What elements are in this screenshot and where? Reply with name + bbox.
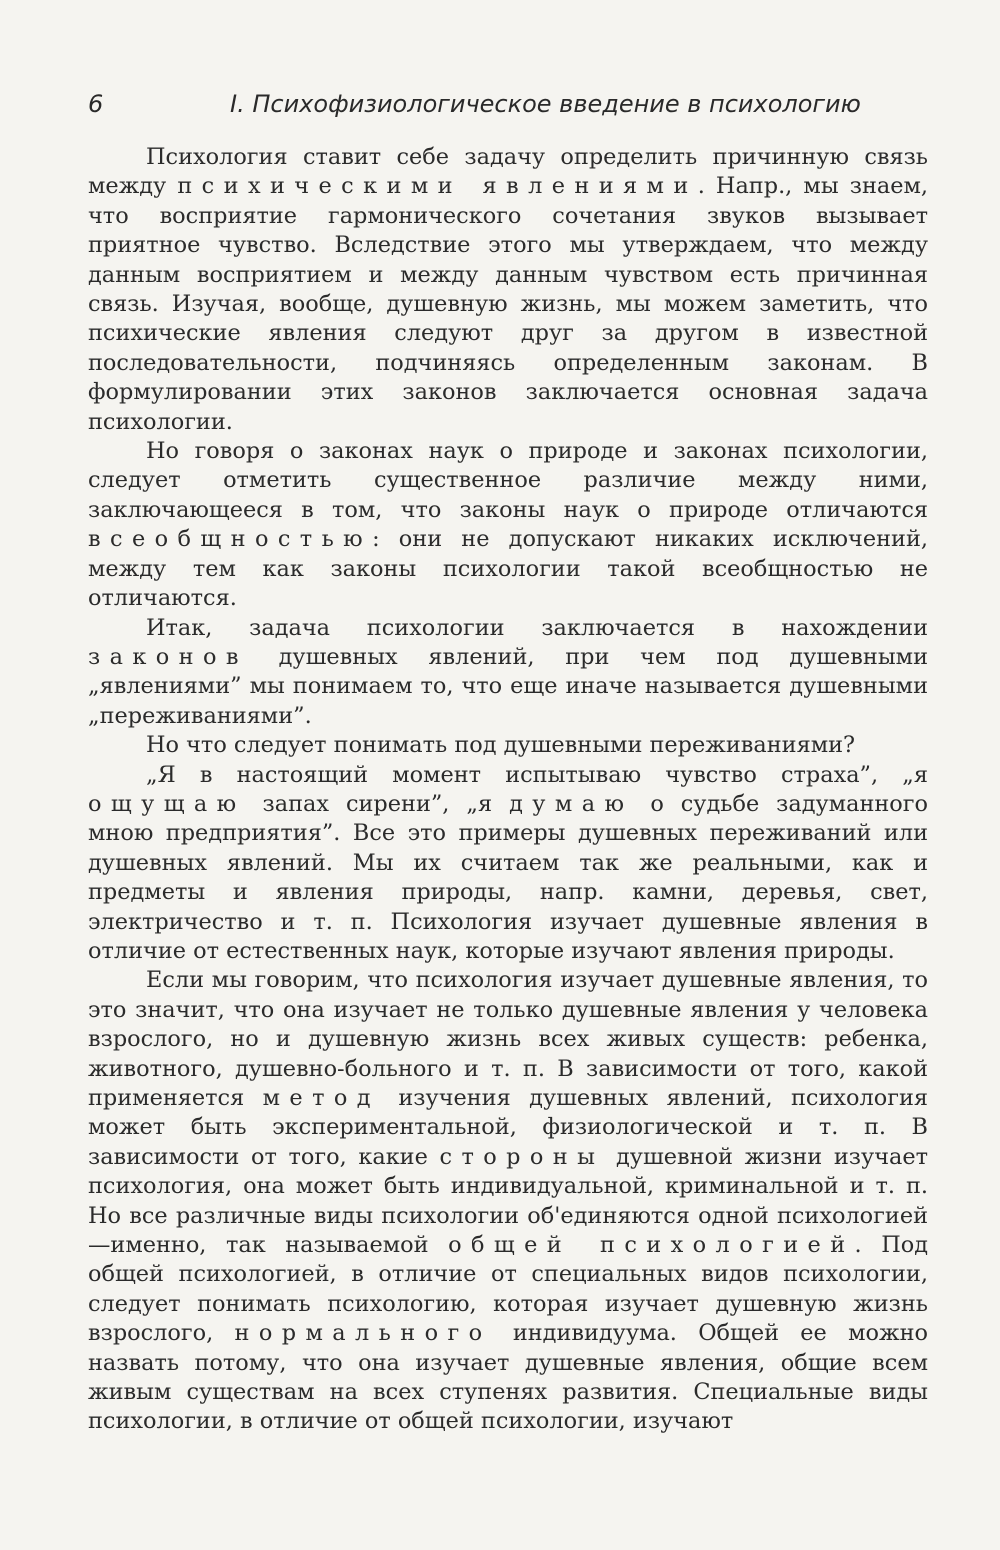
paragraph-4: Но что следует понимать под душевными переживаниями? [146, 732, 856, 759]
emphasis-spaced: всеобщностью [88, 526, 373, 553]
body-text [88, 143, 928, 1437]
emphasis-spaced: нормального [234, 1320, 492, 1347]
paragraph-2: Но говоря о законах наук о природе и законах психологии, следует отметить существенное различие между ними, заключающееся в том, что законы наук о природе отличаются всеобщностью: они не допускают никаких исключений, между тем как законы психологии такой всеобщностью не отличаются. [88, 438, 928, 612]
running-header [88, 90, 928, 130]
paragraph-5: „Я в настоящий момент испытываю чувство страха”, „я ощущаю запах сирени”, „я думаю о судьбе задуманного мною предприятия”. Все это примеры душевных переживаний или душевных явлений. Мы их считаем так же реальными, как и предметы и явления природы, напр. камни, деревья, свет, электричество и т. п. Психология изучает душевные явления в отличие от естественных наук, которые изучают явления природы. [88, 761, 928, 964]
emphasis-spaced: стороны [439, 1143, 605, 1170]
emphasis-spaced: законов [88, 643, 248, 670]
emphasis-spaced: метод [262, 1085, 380, 1111]
paragraph-1: Психология ставит себе задачу определить причинную связь между психическими явлениями. Напр., мы знаем, что восприятие гармонического сочетания звуков вызывает приятное чувство. Вследствие этого мы утверждаем, что между данным восприятием и между данным чувством есть причинная связь. Изучая, вообще, душевную жизнь, мы можем заметить, что психические явления следуют друг за другом в известной последовательности, подчиняясь определенным законам. В формулировании этих законов заключается основная задача психологии. [88, 144, 929, 435]
emphasis-spaced: общей психологией [448, 1232, 855, 1259]
page-number: 6 [88, 90, 104, 118]
emphasis-spaced: ощущаю [88, 790, 246, 817]
paragraph-3: Итак, задача психологии заключается в нахождении законов душевных явлений, при чем под душевными „явлениями” мы понимаем то, что еще иначе называется душевными „переживаниями”. [88, 614, 928, 729]
emphasis-spaced: думаю [509, 790, 634, 817]
emphasis-spaced: психическими явлениями [177, 173, 698, 200]
paragraph-6: Если мы говорим, что психология изучает душевные явления, то это значит, что она изучает не только душевные явления у человека взрослого, но и душевную жизнь всех живых существ: ребенка, животного, душевно-больного и т. п. В зависимости от того, какой применяется метод изучения душевных явлений, психология может быть экспериментальной, физиологической и т. п. В зависимости от того, какие стороны душевной жизни изучает психология, она может быть индивидуальной, криминальной и т. п. Но все различные виды психологии об'единяются одной психологией—именно, так называемой общей психологией. Под общей психологией, в отличие от специальных видов психологии, следует понимать психологию, которая изучает душевную жизнь взрослого, нормального индивидуума. Общей ее можно назвать потому, что она изучает душевные явления, общие всем живым существам на всех ступенях развития. Специальные виды психологии, в отличие от общей психологии, изучают [88, 967, 928, 1435]
chapter-title: I. Психофизиологическое введение в психологию [230, 90, 861, 118]
